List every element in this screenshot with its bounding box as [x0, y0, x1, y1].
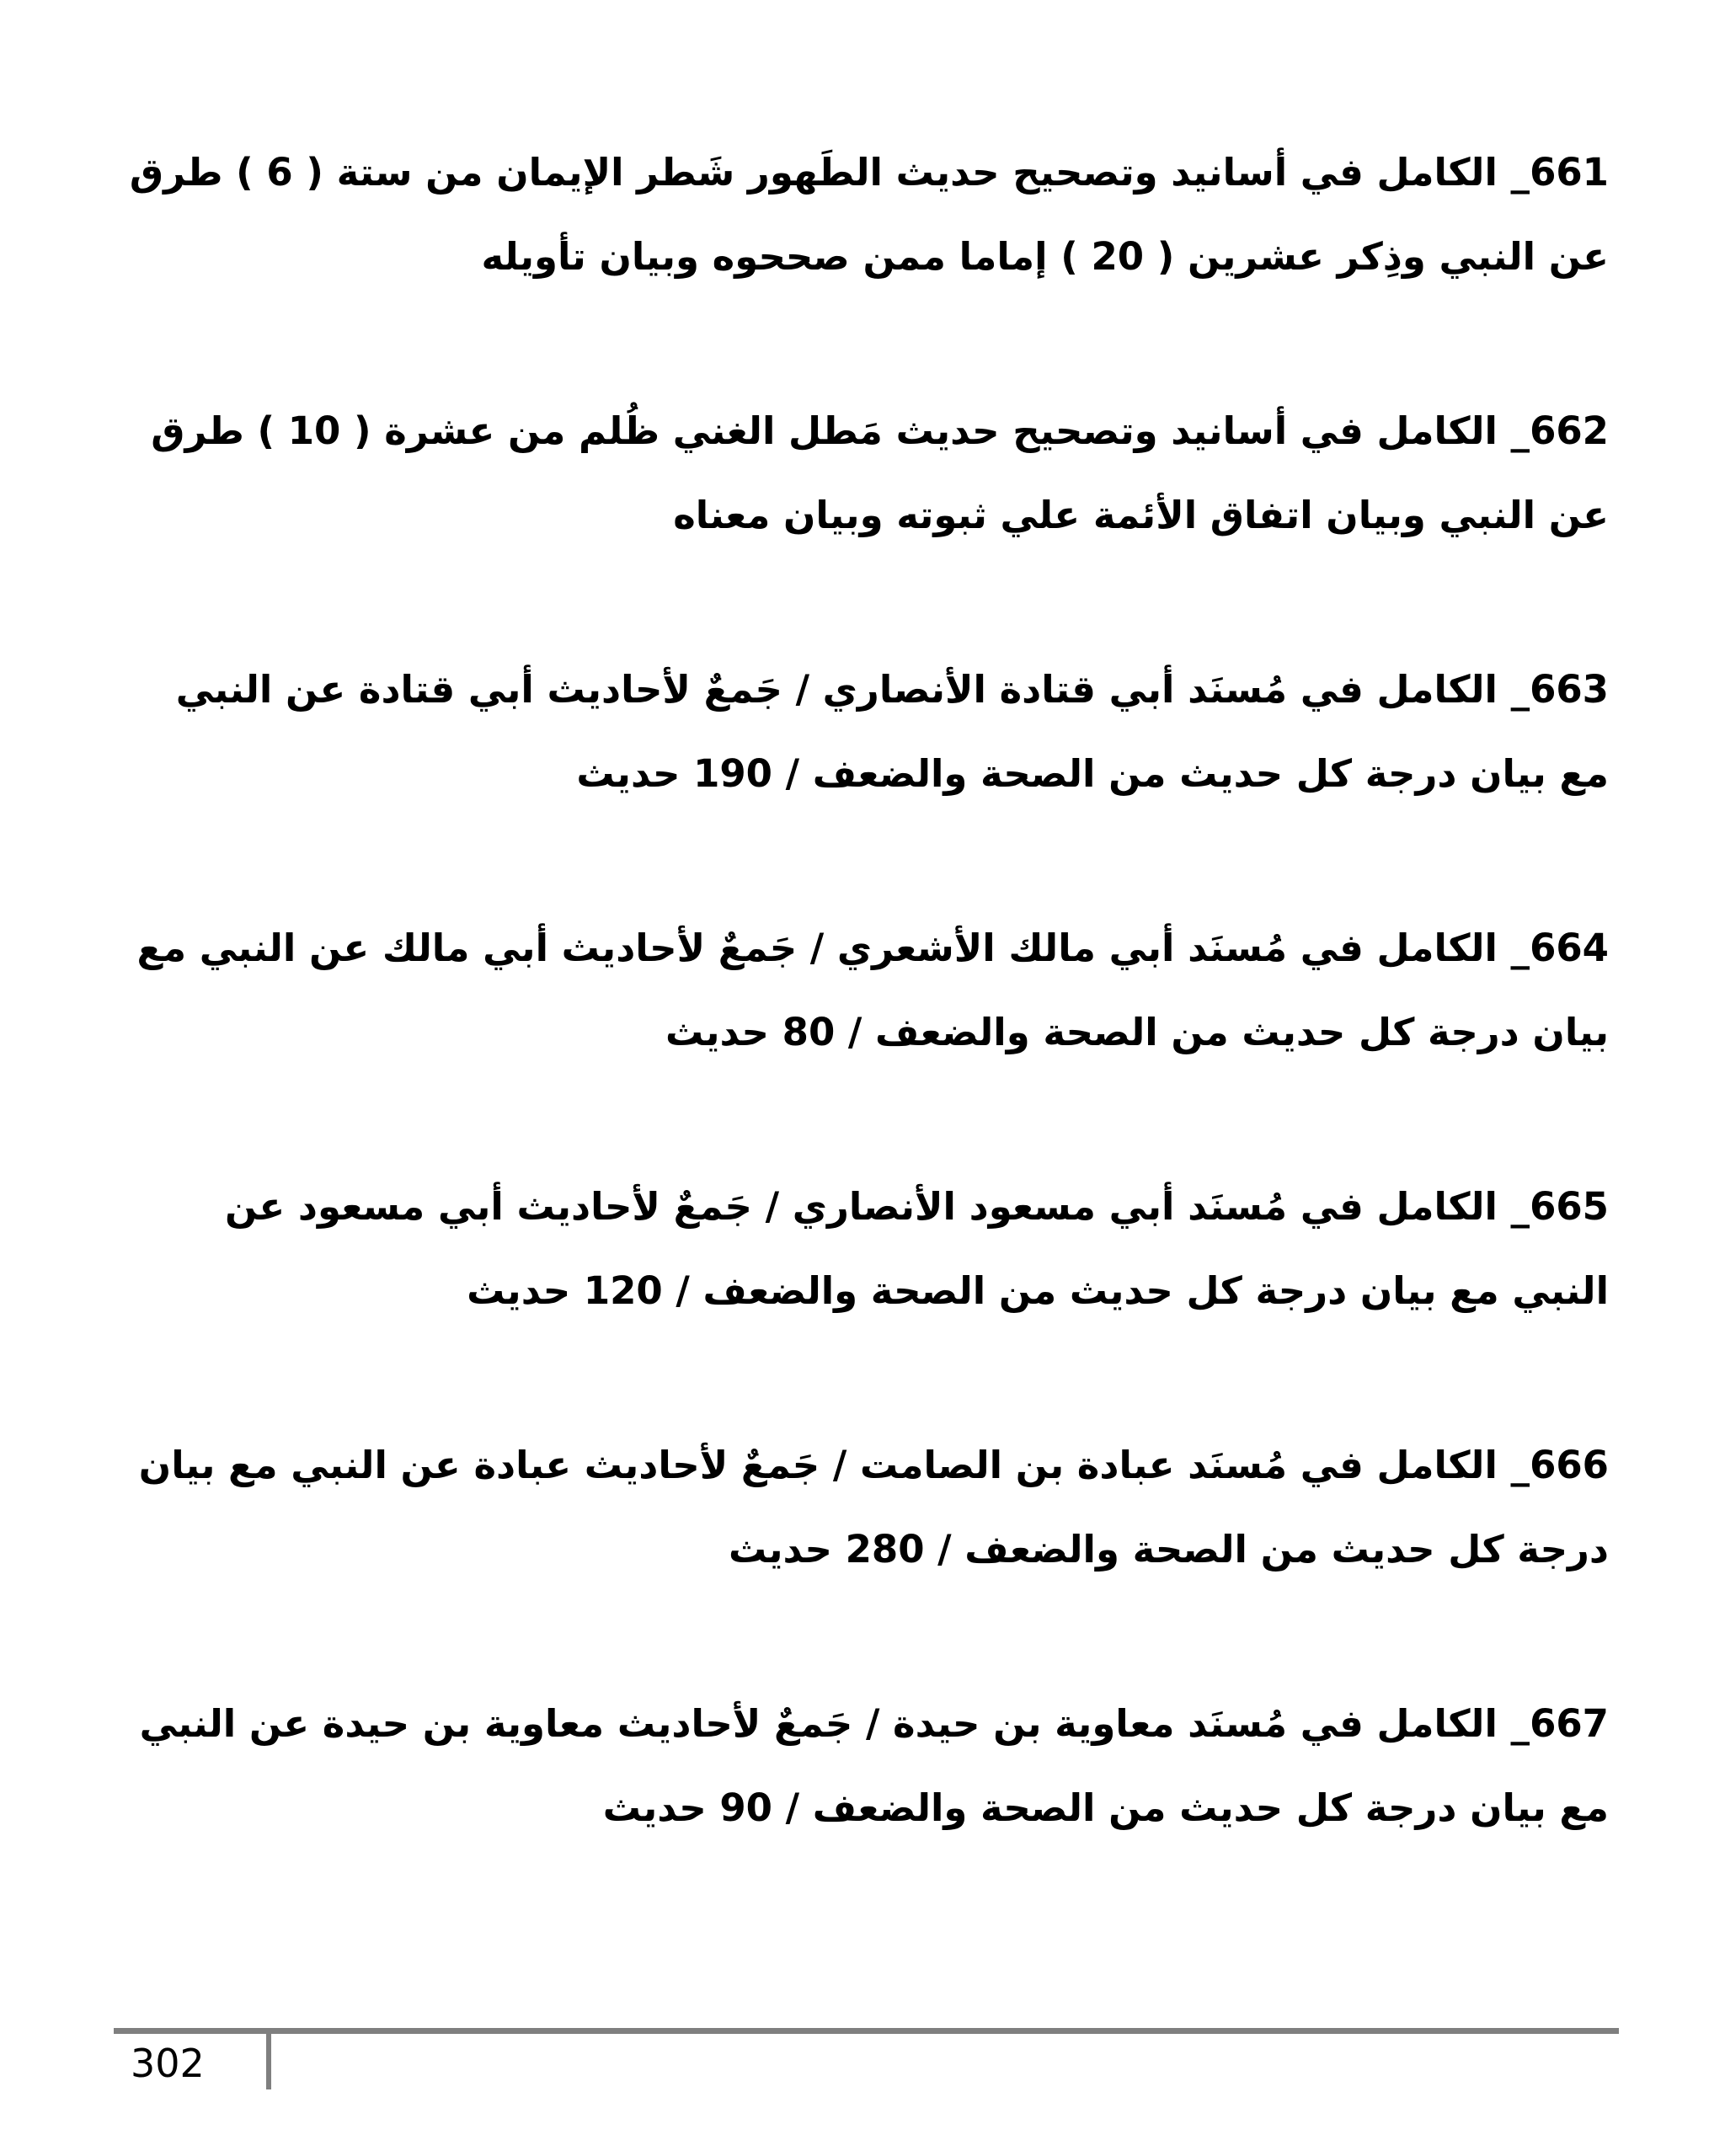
entry-662: 662_ الكامل في أسانيد وتصحيح حديث مَطل الغني ظُلم من عشرة ( 10 ) طرق عن النبي وبيان اتفاق الأئمة علي ثبوته وبيان معناه — [151, 408, 1609, 537]
page-number: 302 — [131, 2041, 205, 2086]
entry-666: 666_ الكامل في مُسنَد عبادة بن الصامت / جَمعٌ لأحاديث عبادة عن النبي مع بيان درجة كل حديث من الصحة والضعف / 280 حديث — [138, 1443, 1609, 1572]
footer-divider — [266, 2028, 271, 2089]
entry-667: 667_ الكامل في مُسنَد معاوية بن حيدة / جَمعٌ لأحاديث معاوية بن حيدة عن النبي مع بيان درجة كل حديث من الصحة والضعف / 90 حديث — [139, 1701, 1609, 1830]
footer-rule — [114, 2028, 1619, 2034]
entry-664: 664_ الكامل في مُسنَد أبي مالك الأشعري / جَمعٌ لأحاديث أبي مالك عن النبي مع بيان درجة كل حديث من الصحة والضعف / 80 حديث — [136, 926, 1609, 1054]
entry-665: 665_ الكامل في مُسنَد أبي مسعود الأنصاري / جَمعٌ لأحاديث أبي مسعود عن النبي مع بيان درجة كل حديث من الصحة والضعف / 120 حديث — [225, 1184, 1609, 1313]
entry-661: 661_ الكامل في أسانيد وتصحيح حديث الطَهور شَطر الإيمان من ستة ( 6 ) طرق عن النبي وذِكر عشرين ( 20 ) إماما ممن صححوه وبيان تأويله — [129, 150, 1609, 279]
entry-list — [126, 131, 1609, 1940]
entry-663: 663_ الكامل في مُسنَد أبي قتادة الأنصاري / جَمعٌ لأحاديث أبي قتادة عن النبي مع بيان درجة كل حديث من الصحة والضعف / 190 حديث — [175, 667, 1609, 796]
